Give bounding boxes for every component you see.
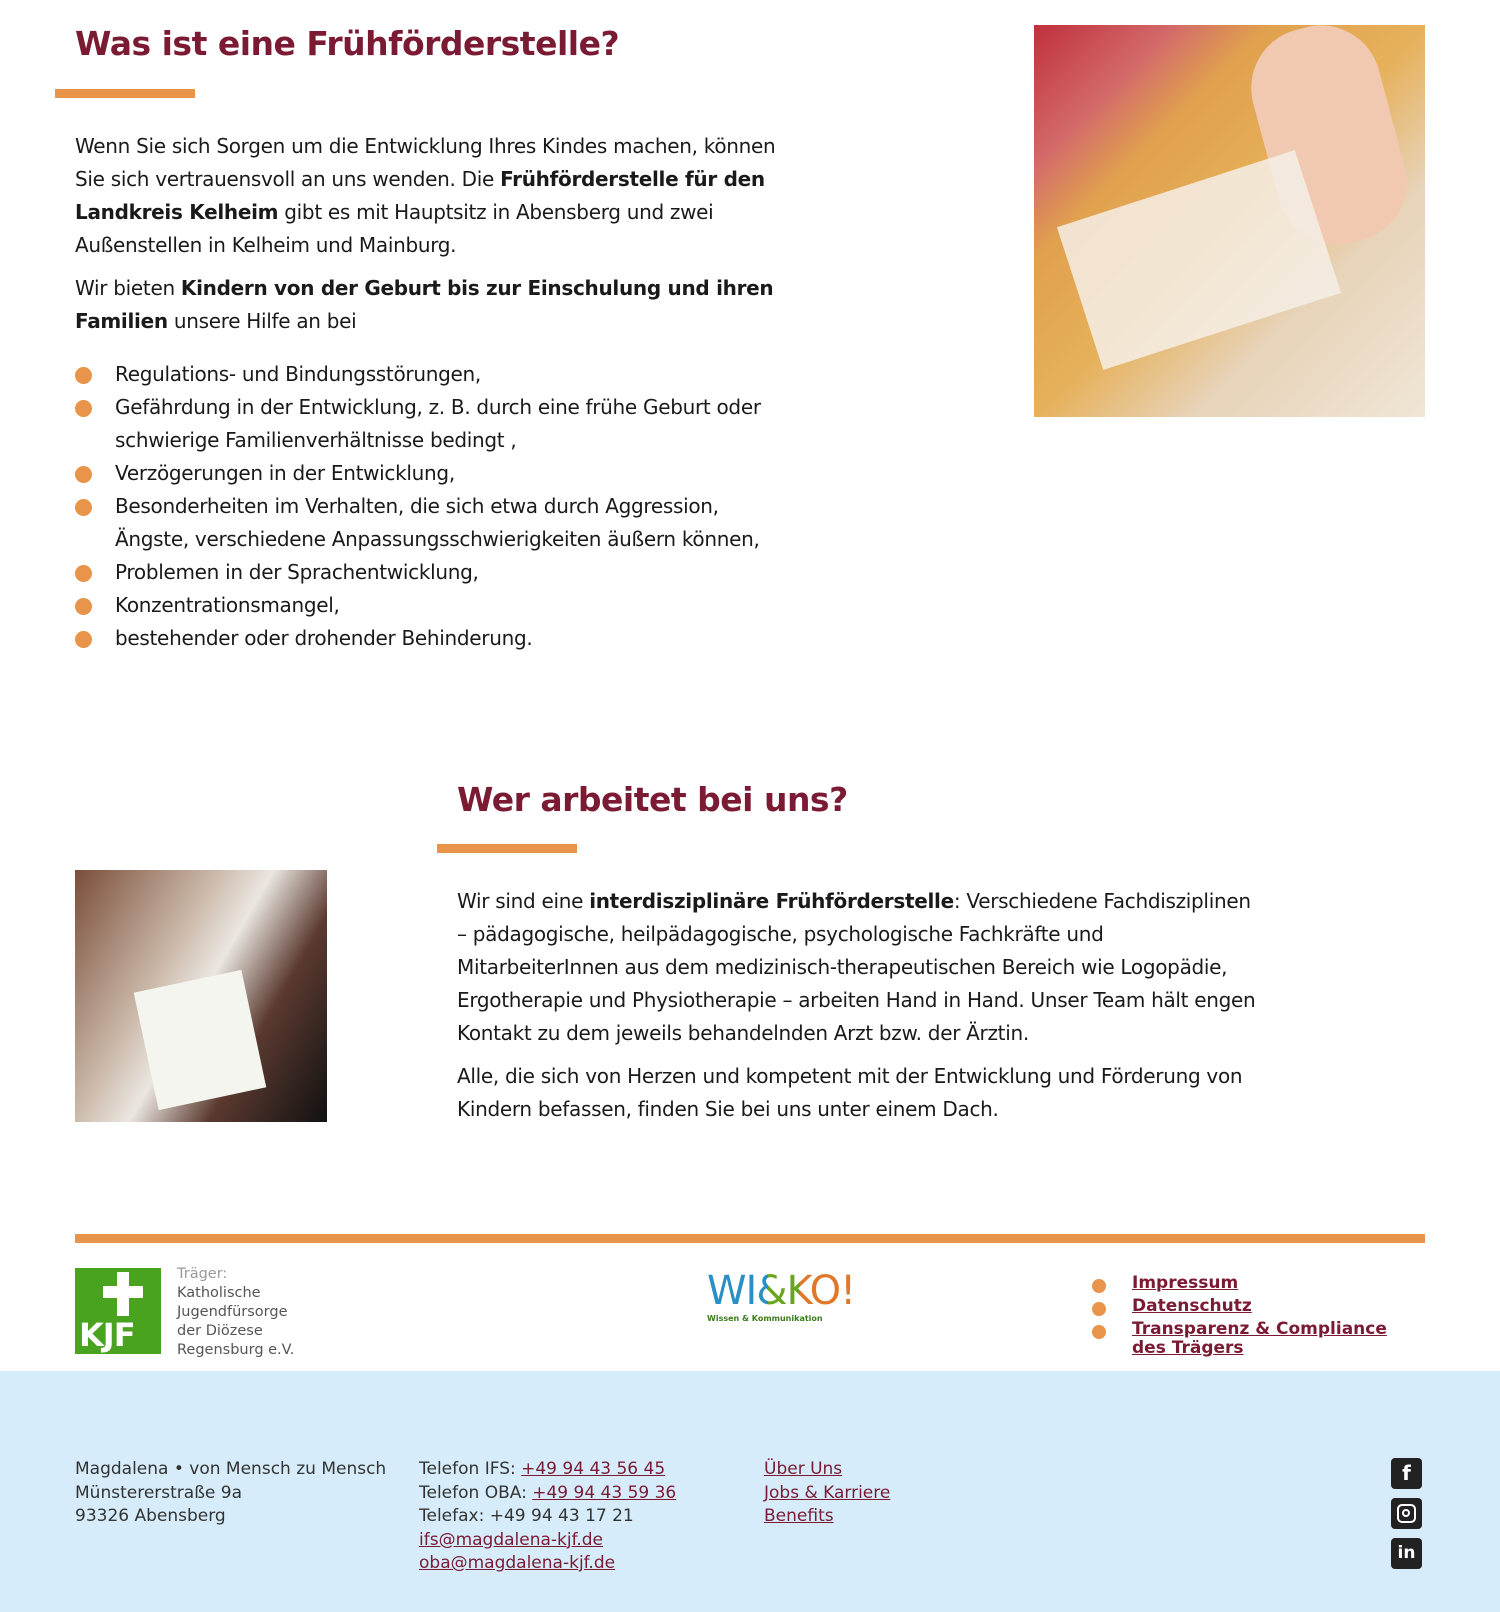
cards-shape [1057,150,1341,370]
list-item: Problemen in der Sprachentwicklung, [75,556,780,589]
legal-item [1092,1297,1422,1316]
transparenz-link[interactable]: Transparenz & Compliance des Trägers [1132,1319,1387,1358]
list-item: Besonderheiten im Verhalten, die sich etwa durch Aggression, Ängste, verschiedene Anpassungsschwierigkeiten äußern können, [75,490,780,556]
text: Wenn Sie sich Sorgen um die Entwicklung Ihres Kindes machen, können Sie sich vertrauensvoll an uns wenden. Die [75,134,776,191]
staff-reading-photo [75,870,327,1122]
kjf-line: Regensburg e.V. [177,1342,295,1358]
kjf-line: der Diözese [177,1323,263,1339]
impressum-link[interactable]: Impressum [1132,1273,1239,1293]
label: Telefon IFS: [419,1459,522,1479]
wiko-logo-text: WI&KO! [707,1268,867,1314]
list-item: Konzentrationsmangel, [75,589,780,622]
traeger-label: Träger: [177,1266,228,1282]
label: Telefon OBA: [419,1482,533,1503]
support-list [75,358,780,655]
list-item: Verzögerungen in der Entwicklung, [75,457,780,490]
kjf-line: Jugendfürsorge [177,1304,288,1320]
address-line: 93326 Abensberg [75,1506,226,1526]
bold-text: Kindern von der Geburt bis zur Einschulung und ihren Familien [75,276,774,333]
legal-item [1092,1274,1422,1293]
benefits-link[interactable]: Benefits [764,1506,834,1526]
list-item: Gefährdung in der Entwicklung, z. B. durch eine frühe Geburt oder schwierige Familienverhältnisse bedingt , [75,391,780,457]
address-line: Magdalena • von Mensch zu Mensch [75,1459,387,1479]
document-shape [134,970,267,1110]
footer-address [75,1458,386,1529]
phone-ifs-link[interactable]: +49 94 43 56 45 [521,1459,666,1479]
cross-bar [103,1286,143,1298]
text: : Verschiedene Fachdisziplinen – pädagogische, heilpädagogische, psychologische Fachkräfte und MitarbeiterInnen aus dem medizinisch-therapeutischen Bereich wie Logopädie, Ergotherapie und Physiotherapie – arbeiten Hand in Hand. Unser Team hält engen Kontakt zu dem jeweils behandelnden Arzt bzw. der Ärztin. [457,889,1256,1045]
facebook-icon[interactable]: f [1391,1458,1422,1489]
address-line: Münstererstraße 9a [75,1482,242,1503]
title-underline [437,844,577,853]
kjf-logo[interactable] [75,1268,161,1354]
legal-links [1092,1274,1422,1362]
ueber-uns-link[interactable]: Über Uns [764,1459,843,1479]
wiko-logo-subtitle: Wissen & Kommunikation [707,1314,823,1323]
text: gibt es mit Hauptsitz in Abensberg und zwei Außenstellen in Kelheim und Mainburg. [75,200,714,257]
text: Wir bieten [75,276,181,300]
email-oba-link[interactable]: oba@magdalena-kjf.de [419,1553,616,1573]
footer-contact [419,1458,676,1576]
kjf-line: Katholische [177,1285,261,1301]
email-ifs-link[interactable]: ifs@magdalena-kjf.de [419,1529,604,1550]
linkedin-icon[interactable]: in [1391,1538,1422,1569]
wiko-logo[interactable] [707,1268,867,1333]
phone-ifs [419,1458,676,1482]
fax: Telefax: +49 94 43 17 21 [419,1506,634,1526]
list-item: Regulations- und Bindungsstörungen, [75,358,780,391]
section-title-team: Wer arbeitet bei uns? [457,780,848,819]
offer-paragraph [75,272,780,338]
phone-oba [419,1482,676,1506]
list-item: bestehender oder drohender Behinderung. [75,622,780,655]
kjf-logo-caption [177,1265,294,1360]
instagram-icon[interactable] [1391,1498,1422,1529]
text: unsere Hilfe an bei [167,309,357,333]
team-paragraph [457,885,1257,1050]
footer-nav [764,1458,890,1529]
legal-item [1092,1320,1422,1358]
jobs-link[interactable]: Jobs & Karriere [764,1482,891,1503]
datenschutz-link[interactable]: Datenschutz [1132,1296,1252,1316]
bold-text: interdisziplinäre Frühförderstelle [589,889,954,913]
closing-paragraph: Alle, die sich von Herzen und kompetent mit der Entwicklung und Förderung von Kindern befassen, finden Sie bei uns unter einem Dach. [457,1064,1243,1121]
footer-divider [75,1234,1425,1243]
children-cards-photo [1034,25,1425,417]
title-underline [55,89,195,98]
section-title-fruehfoerderstelle: Was ist eine Frühförderstelle? [75,24,620,63]
section2-text [457,885,1257,1136]
text: Wir sind eine [457,889,590,913]
section1-text [75,130,780,655]
intro-paragraph [75,130,780,262]
bold-text: Frühförderstelle für den Landkreis Kelheim [75,167,765,224]
phone-oba-link[interactable]: +49 94 43 59 36 [532,1482,677,1503]
kjf-logo-text: KJF [79,1316,135,1354]
